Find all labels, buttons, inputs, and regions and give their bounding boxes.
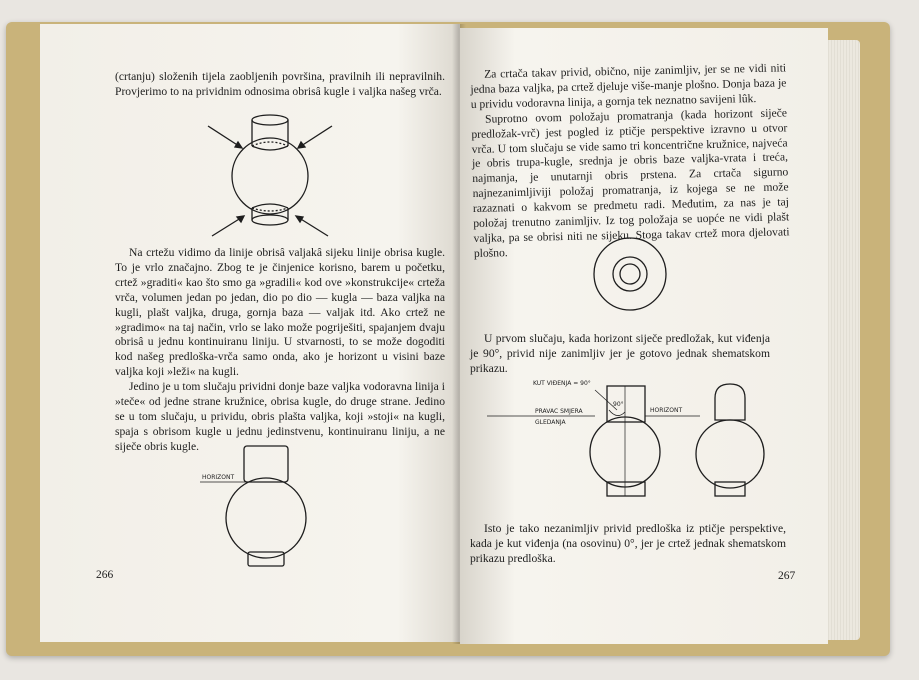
- inner-circle: [620, 264, 640, 284]
- neck-rect: [244, 446, 288, 482]
- right-paragraph-2: Suprotno ovom položaju promatranja (kada horizont siječe predložak-vrč) jest pogled iz ptičje perspektive izravno u otvor vrča. U tom slučaju se vide samo tri koncentrične kružnice, najveća je obris trupa-kugle, srednja je obris baze valjka-vrata i treća, najmanja, je unutarnji obris prstena. Za crtača sigurno najnezanimljiviji položaj promatranja, iz kojega se ne može razaznati o kakvom se predmetu radi. Međutim, za nas je taj položaj trenutno zanimljiv. Iz tog položaja se uopće ne vidi plašt valjka, pa se obrisi niti ne sijeku. Stoga takav crtež mora djelovati plošno.: [471, 106, 790, 260]
- angle-value-label: 90°: [613, 401, 624, 408]
- horizon-label: HORIZONT: [202, 474, 235, 481]
- jug-b-sphere: [696, 420, 764, 488]
- right-paragraph-3-block: [470, 332, 770, 377]
- right-paragraph-1: Za crtača takav privid, obično, nije zanimljiv, jer se ne vidi niti jedna baza valjka, pa crtež djeluje više-manje plošno. Donja baza je u prividu vodoravna linija, a gornja tek neznatno savijeni lûk.: [470, 61, 787, 111]
- left-paragraph-3: Jedino je u tom slučaju prividni donje baze valjka vodoravna linija i »teče« od jedne strane kružnice, obrisa kugle, do druge strane. Jedino se u tom slučaju, u prividu, obris plašta valjka, koji »stoji« na kugli, spaja s obrisom kugle u jednu jedinstvenu, kontinuiranu liniju, a ne siječe obris kugle.: [115, 380, 445, 453]
- horizon-label-right: HORIZONT: [650, 407, 683, 414]
- left-page-number: 266: [96, 569, 114, 581]
- left-paragraph-1-block: [115, 70, 445, 100]
- jug-figure-horizon: [190, 442, 360, 587]
- jug-b-base: [715, 482, 745, 496]
- outer-circle: [594, 238, 666, 310]
- left-paragraph-2-block: [115, 246, 445, 455]
- direction-label-1: PRAVAC SMJERA: [535, 408, 583, 415]
- neck-top-ellipse: [252, 115, 288, 125]
- left-page: [40, 24, 460, 642]
- left-paragraph-2: Na crtežu vidimo da linije obrisâ valjakâ sijeku linije obrisa kugle. To je vrlo značajno. Zbog te je činjenice korisno, barem u početku, crtež »graditi« kao što smo ga »gradili« kod ove »konstrukcije« crteža vrča, volumen jedan po jedan, dio po dio — kugla — baza valjka na kugli, plašt valjka, druga, gornja baza — valjak itd. Ako crtež ne »gradimo« na taj način, vrlo se lako može pogriješiti, spajanjem dvaju obrisâ u jednu kontinuiranu liniju. U stvarnosti, to se može dogoditi kod našeg predloška-vrča samo onda, ako je horizont u visini baze valjka koji »leži« na kugli.: [115, 246, 445, 379]
- concentric-circles-figure: [590, 234, 670, 314]
- right-paragraph-1-block: [470, 61, 790, 261]
- right-paragraph-3: U prvom slučaju, kada horizont siječe predložak, kut viđenja je 90°, privid nije zanimljiv jer je gotovo jednak shematskom prikazu.: [470, 332, 770, 375]
- viewing-angle-label: KUT VIĐENJA = 90°: [533, 380, 591, 387]
- right-page: [460, 28, 828, 644]
- viewing-angle-figure: [485, 376, 785, 508]
- direction-label-2: GLEDANJA: [535, 419, 566, 426]
- sphere-circle: [226, 478, 306, 558]
- base-rect: [248, 552, 284, 566]
- page-stack-edge: [826, 40, 860, 640]
- jug-b-neck: [715, 384, 745, 420]
- left-paragraph-1: (crtanju) složenih tijela zaobljenih površina, pravilnih ili nepravilnih. Provjerimo to na prividnim odnosima obrisâ kugle i valjka našeg vrča.: [115, 70, 445, 98]
- middle-circle: [613, 257, 647, 291]
- jug-figure-arrows: [200, 108, 350, 248]
- right-page-number: 267: [778, 570, 796, 582]
- right-paragraph-4-block: [470, 522, 786, 567]
- right-paragraph-4: Isto je tako nezanimljiv privid predloška iz ptičje perspektive, kada je kut viđenja (na osovinu) 0°, jer je crtež jednak shematskom prikazu predloška.: [470, 522, 786, 565]
